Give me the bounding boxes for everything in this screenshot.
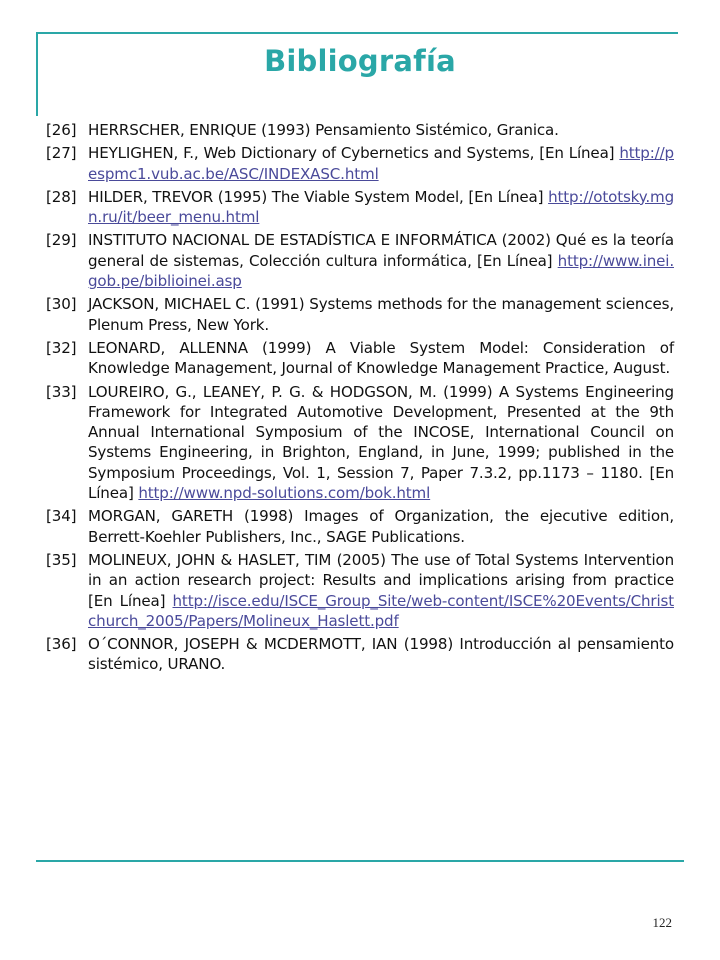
reference-number: [27] bbox=[46, 144, 77, 163]
reference-item bbox=[46, 506, 674, 547]
reference-text bbox=[88, 550, 674, 631]
reference-link[interactable]: http://www.npd-solutions.com/bok.html bbox=[138, 484, 431, 503]
reference-number: [29] bbox=[46, 231, 77, 250]
reference-link[interactable]: http://isce.edu/ISCE_Group_Site/web-content/ISCE%20Events/Christchurch_2005/Papers/Molineux_Haslett.pdf bbox=[88, 591, 674, 630]
page-number: 122 bbox=[652, 915, 672, 930]
reference-citation: JACKSON, MICHAEL C. (1991) Systems methods for the management sciences, Plenum Press, New York. bbox=[88, 295, 674, 334]
frame-bottom-rule bbox=[36, 860, 684, 862]
reference-number: [30] bbox=[46, 295, 77, 314]
reference-number: [26] bbox=[46, 121, 77, 139]
reference-text bbox=[88, 506, 674, 547]
reference-citation: HEYLIGHEN, F., Web Dictionary of Cybernetics and Systems, [En Línea] bbox=[88, 144, 615, 163]
reference-item bbox=[46, 294, 674, 335]
reference-link[interactable]: http://pespmc1.vub.ac.be/ASC/INDEXASC.html bbox=[88, 144, 674, 183]
reference-link[interactable]: http://www.inei.gob.pe/biblioinei.asp bbox=[88, 251, 674, 291]
reference-citation: LOUREIRO, G., LEANEY, P. G. & HODGSON, M. (1999) A Systems Engineering Framework for Integrated Automotive Development, Presented at the 9th Annual International Symposium of the INCOSE, International Council on Systems Engineering, in Brighton, England, in June, 1999; published in the Symposium Proceedings, Vol. 1, Session 7, Paper 7.3.2, pp.1173 – 1180. [En Línea] bbox=[88, 382, 674, 503]
reference-link[interactable]: http://ototsky.mgn.ru/it/beer_menu.html bbox=[88, 187, 675, 227]
reference-number: [35] bbox=[46, 550, 77, 569]
frame-top-rule bbox=[36, 32, 678, 34]
reference-item bbox=[46, 230, 674, 291]
reference-number: [32] bbox=[46, 338, 77, 357]
reference-text bbox=[88, 230, 674, 291]
reference-item bbox=[46, 187, 674, 228]
reference-citation: MOLINEUX, JOHN & HASLET, TIM (2005) The use of Total Systems Intervention in an action research project: Results and implications arising from practice [En Línea] bbox=[88, 550, 674, 610]
reference-citation: INSTITUTO NACIONAL DE ESTADÍSTICA E INFORMÁTICA (2002) Qué es la teoría general de sistemas, Colección cultura informática, [En Línea] bbox=[88, 231, 674, 270]
reference-text bbox=[88, 382, 674, 504]
reference-item bbox=[46, 382, 674, 504]
reference-number: [28] bbox=[46, 187, 77, 206]
reference-citation: HILDER, TREVOR (1995) The Viable System Model, [En Línea] bbox=[88, 187, 544, 206]
bibliography-list bbox=[46, 120, 674, 678]
reference-citation: O´CONNOR, JOSEPH & MCDERMOTT, IAN (1998) Introducción al pensamiento sistémico, URANO. bbox=[88, 635, 674, 674]
reference-text bbox=[88, 120, 674, 140]
reference-text bbox=[88, 294, 674, 335]
page-title: Bibliografía bbox=[264, 44, 456, 78]
reference-item bbox=[46, 338, 674, 379]
reference-text bbox=[88, 187, 674, 228]
reference-number: [33] bbox=[46, 382, 77, 401]
reference-item bbox=[46, 634, 674, 675]
reference-item bbox=[46, 550, 674, 631]
reference-citation: MORGAN, GARETH (1998) Images of Organization, the ejecutive edition, Berrett-Koehler Publishers, Inc., SAGE Publications. bbox=[88, 507, 674, 546]
reference-text bbox=[88, 338, 674, 379]
reference-number: [34] bbox=[46, 507, 77, 526]
reference-citation: LEONARD, ALLENNA (1999) A Viable System Model: Consideration of Knowledge Management, Journal of Knowledge Management Practice, August. bbox=[88, 338, 674, 378]
reference-citation: HERRSCHER, ENRIQUE (1993) Pensamiento Sistémico, Granica. bbox=[88, 121, 559, 139]
reference-text bbox=[88, 634, 674, 675]
reference-item bbox=[46, 120, 674, 140]
reference-text bbox=[88, 143, 674, 184]
reference-number: [36] bbox=[46, 635, 77, 654]
reference-item bbox=[46, 143, 674, 184]
